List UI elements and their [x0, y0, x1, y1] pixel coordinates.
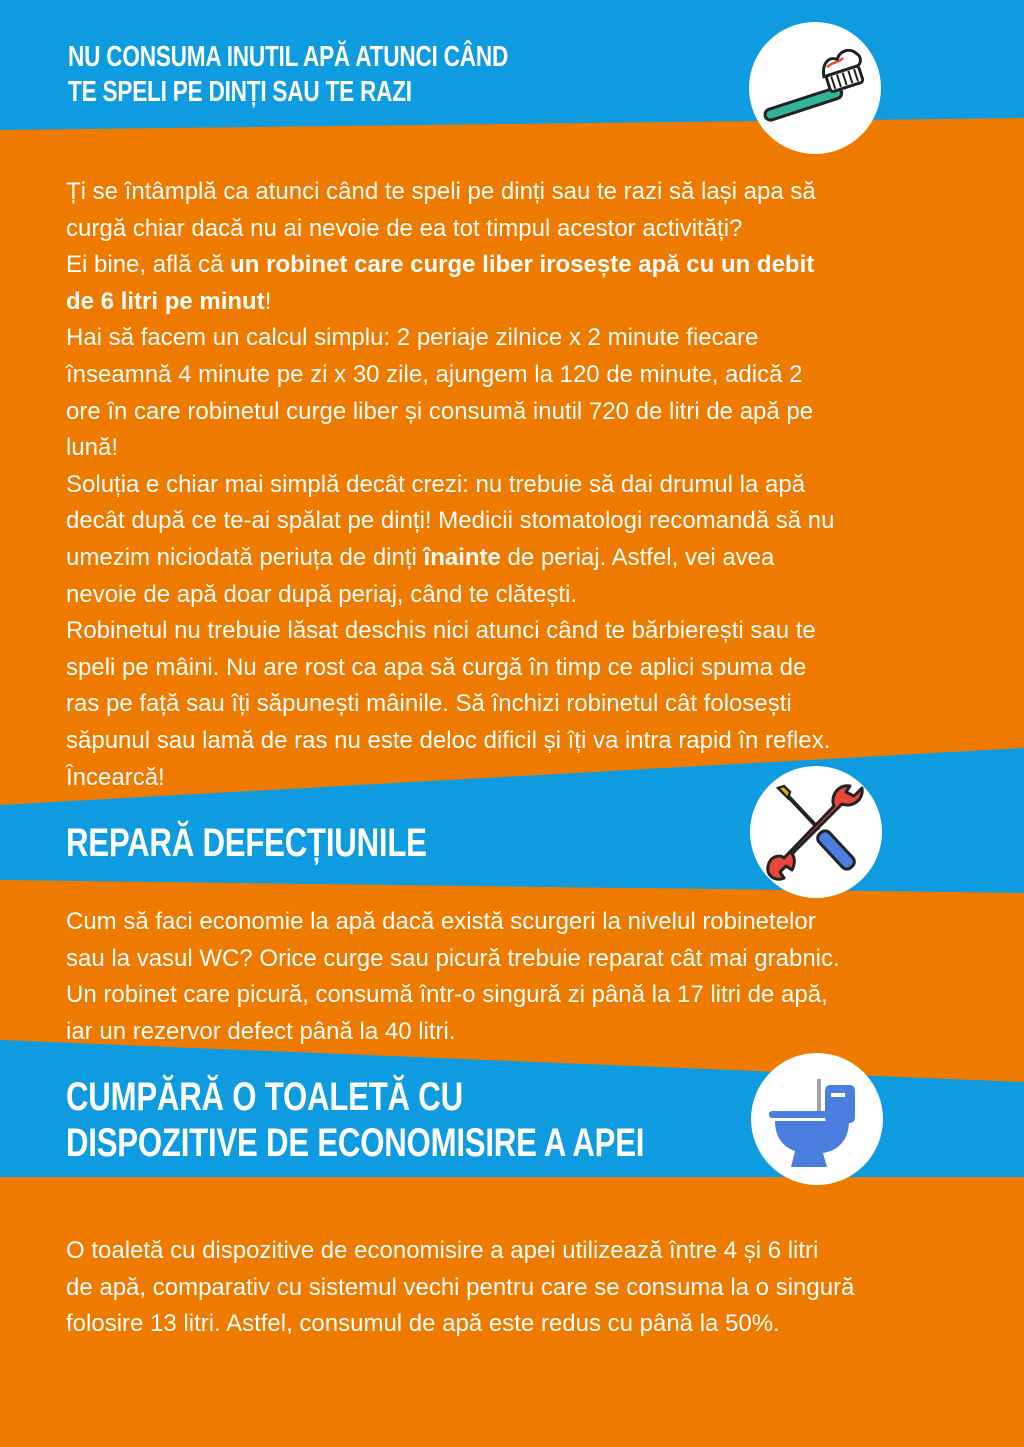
paragraph-line	[66, 540, 834, 577]
text-run: de periaj. Astfel, vei avea	[500, 543, 775, 571]
paragraph-line: ore în care robinetul curge liber și consumă inutil 720 de litri de apă pe	[66, 397, 814, 425]
section3-title-line: CUMPĂRĂ O TOALETĂ CU	[66, 1075, 463, 1119]
section1-title-line: TE SPELI PE DINȚI SAU TE RAZI	[68, 76, 412, 108]
paragraph-line: Ți se întâmplă ca atunci când te speli pe dinți sau te razi să lași apa să	[66, 178, 816, 205]
text-run: !	[264, 287, 272, 315]
paragraph-line: Încearcă!	[66, 763, 165, 791]
paragraph-line: folosire 13 litri. Astfel, consumul de apă este redus cu până la 50%.	[66, 1310, 780, 1338]
paragraph-line: sau la vasul WC? Orice curge sau picură trebuie reparat cât mai grabnic.	[66, 944, 840, 972]
section3-body	[66, 1233, 854, 1343]
paragraph-line: curgă chiar dacă nu ai nevoie de ea tot timpul acestor activități?	[66, 214, 743, 242]
section1-title	[68, 40, 508, 110]
section2-body	[66, 904, 840, 1050]
emphasis-text: înainte	[423, 543, 501, 571]
emphasis-text: un robinet care curge liber irosește apă cu un debit	[230, 251, 815, 279]
paragraph-line: iar un rezervor defect până la 40 litri.	[66, 1017, 456, 1045]
section3-title-line: DISPOZITIVE DE ECONOMISIRE A APEI	[66, 1121, 645, 1165]
section2-title-line: REPARĂ DEFECȚIUNILE	[66, 821, 427, 865]
paragraph-line: nevoie de apă doar după periaj, când te clătești.	[66, 580, 578, 608]
paragraph-line: speli pe mâini. Nu are rost ca apa să curgă în timp ce aplici spuma de	[66, 653, 807, 681]
paragraph-line: Cum să faci economie la apă dacă există scurgeri la nivelul robinetelor	[66, 908, 816, 935]
emphasis-text: de 6 litri pe minut	[66, 287, 265, 315]
paragraph-line: Hai să facem un calcul simplu: 2 periaje zilnice x 2 minute fiecare	[66, 324, 759, 352]
section2-title	[66, 820, 427, 866]
paragraph-line: ras pe față sau îți săpunești mâinile. Să închizi robinetul cât folosești	[66, 690, 792, 718]
paragraph-line: O toaletă cu dispozitive de economisire a apei utilizează între 4 și 6 litri	[66, 1237, 819, 1264]
paragraph-line: înseamnă 4 minute pe zi x 30 zile, ajungem la 120 de minute, adică 2	[66, 360, 803, 388]
paragraph-line: decât după ce te-ai spălat pe dinți! Medicii stomatologi recomandă să nu	[66, 507, 835, 535]
paragraph-line: de apă, comparativ cu sistemul vechi pentru care se consuma la o singură	[66, 1273, 855, 1301]
toothbrush-icon	[749, 22, 881, 154]
paragraph-line	[66, 247, 834, 284]
paragraph-line: Robinetul nu trebuie lăsat deschis nici atunci când te bărbierești sau te	[66, 617, 816, 645]
text-run: umezim niciodată periuța de dinți	[66, 543, 424, 571]
paragraph-line: Soluția e chiar mai simplă decât crezi: nu trebuie să dai drumul la apă	[66, 470, 806, 498]
section1-body	[66, 174, 834, 796]
paragraph-line	[66, 284, 834, 321]
tools-icon	[750, 766, 882, 898]
toilet-icon	[751, 1053, 883, 1185]
text-run: Ei bine, află că	[66, 251, 231, 279]
section1-title-line: NU CONSUMA INUTIL APĂ ATUNCI CÂND	[68, 41, 509, 73]
paragraph-line: Un robinet care picură, consumă într-o singură zi până la 17 litri de apă,	[66, 981, 828, 1009]
paragraph-line: lună!	[66, 434, 119, 462]
paragraph-line: săpunul sau lamă de ras nu este deloc dificil și îți va intra rapid în reflex.	[66, 726, 831, 754]
section3-title	[66, 1074, 644, 1166]
